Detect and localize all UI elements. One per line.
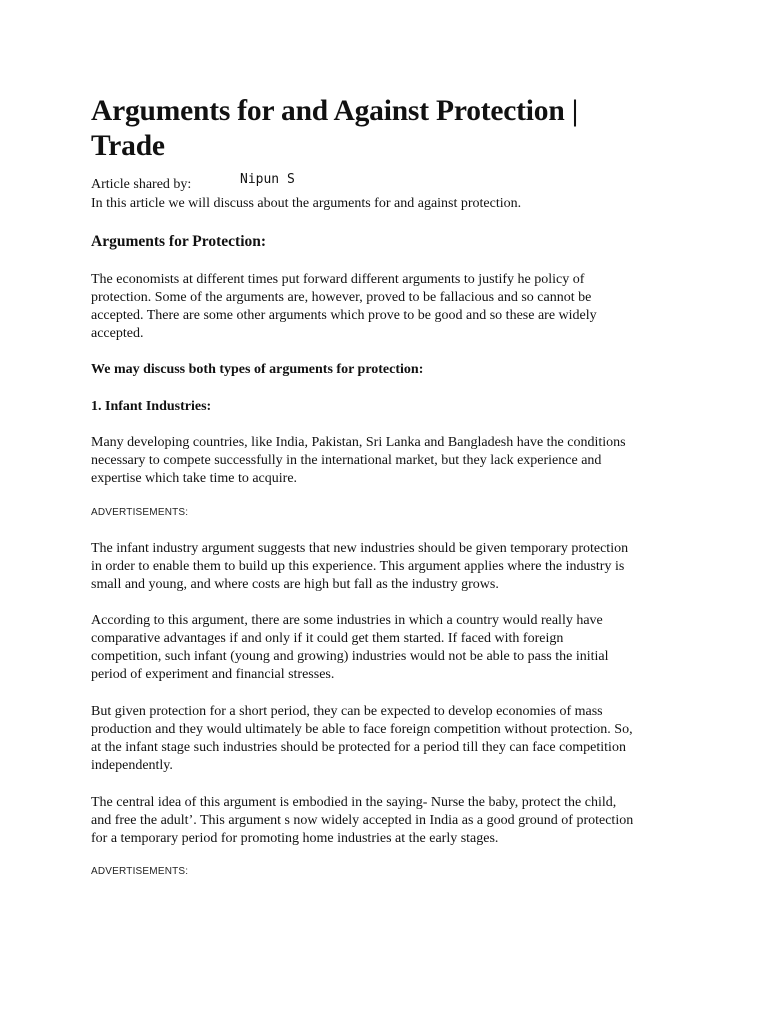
paragraph-1-line: protection. Some of the arguments are, however, proved to be fallacious and so cannot be [91, 290, 592, 305]
paragraph-3-line: small and young, and where costs are high but fall as the industry grows. [91, 577, 499, 592]
author-name: Nipun S [240, 172, 295, 187]
paragraph-6-line: for a temporary period for promoting home industries at the early stages. [91, 831, 499, 846]
paragraph-1 [91, 271, 681, 343]
paragraph-6 [91, 794, 681, 848]
paragraph-6-line: and free the adult’. This argument s now widely accepted in India as a good ground of protection [91, 813, 634, 828]
paragraph-2-line: necessary to compete successfully in the international market, but they lack experience and [91, 453, 602, 468]
paragraph-2-line: Many developing countries, like India, Pakistan, Sri Lanka and Bangladesh have the conditions [91, 435, 626, 450]
subheading-both-types: We may discuss both types of arguments for protection: [91, 362, 424, 377]
paragraph-5-line: But given protection for a short period, they can be expected to develop economies of mass [91, 704, 603, 719]
paragraph-3-line: The infant industry argument suggests that new industries should be given temporary protection [91, 541, 629, 556]
intro-text: In this article we will discuss about the arguments for and against protection. [91, 196, 522, 211]
article-title-line-2: Trade [91, 130, 165, 162]
paragraph-1-line: The economists at different times put forward different arguments to justify he policy of [91, 272, 585, 287]
article-title [91, 94, 681, 164]
item-heading-infant-industries: 1. Infant Industries: [91, 399, 212, 414]
paragraph-5-line: at the infant stage such industries should be protected for a period till they can face competition [91, 740, 626, 755]
paragraph-2-line: expertise which take time to acquire. [91, 471, 298, 486]
paragraph-2 [91, 434, 681, 488]
paragraph-5-line: independently. [91, 758, 173, 773]
shared-by-label: Article shared by: [91, 177, 192, 192]
paragraph-4-line: comparative advantages if and only if it could get them started. If faced with foreign [91, 631, 564, 646]
paragraph-4-line: period of experiment and financial stresses. [91, 667, 335, 682]
paragraph-3 [91, 540, 681, 594]
paragraph-1-line: accepted. There are some other arguments which prove to be good and so these are widely [91, 308, 597, 323]
paragraph-1-line: accepted. [91, 326, 144, 341]
paragraph-4-line: competition, such infant (young and growing) industries would not be able to pass the initial [91, 649, 609, 664]
article-title-line-1: Arguments for and Against Protection | [91, 95, 579, 127]
paragraph-6-line: The central idea of this argument is embodied in the saying- Nurse the baby, protect the child, [91, 795, 617, 810]
section-heading-arguments-for-protection: Arguments for Protection: [91, 233, 267, 250]
paragraph-4-line: According to this argument, there are some industries in which a country would really have [91, 613, 603, 628]
paragraph-3-line: in order to enable them to build up this experience. This argument applies where the industry is [91, 559, 625, 574]
paragraph-5-line: production and they would ultimately be able to face foreign competition without protection. So, [91, 722, 633, 737]
advertisements-label: ADVERTISEMENTS: [91, 507, 189, 518]
paragraph-4 [91, 612, 681, 684]
advertisements-label: ADVERTISEMENTS: [91, 866, 189, 877]
paragraph-5 [91, 703, 681, 775]
